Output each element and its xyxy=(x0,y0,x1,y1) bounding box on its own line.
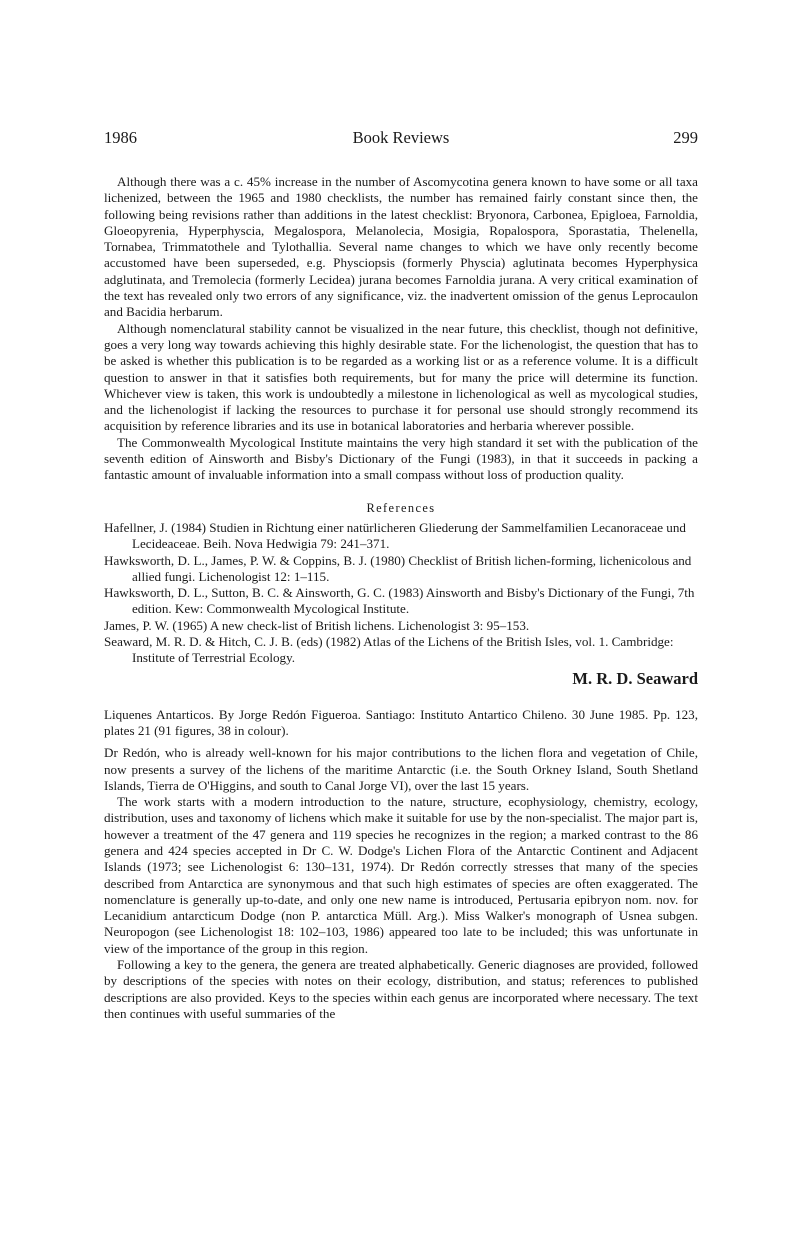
reference-item: Seaward, M. R. D. & Hitch, C. J. B. (eds) (1982) Atlas of the Lichens of the British Isles, vol. 1. Cambridge: Institute of Terrestrial Ecology. xyxy=(104,634,674,666)
running-header xyxy=(104,128,698,150)
reference-item: James, P. W. (1965) A new check-list of British lichens. Lichenologist 3: 95–153. xyxy=(104,617,530,633)
paragraph-nomenclatural-stability: Although nomenclatural stability cannot be visualized in the near future, this checklist, though not definitive, goes a very long way towards achieving this highly desirable state. For the lichenologist, the question that has to be asked is whether this publication is to be regarded as a working list or as a reference volume. It is a difficult question to answer in that it satisfies both requirements, but for many the price will determine its function. Whichever view is taken, this work is undoubtedly a milestone in lichenological as well as mycological studies, and the lichenologist if lacking the resources to purchase it for personal use should strongly recommend its acquisition by reference libraries and its use in botanical laboratories and herbaria wherever possible. xyxy=(104,320,698,434)
header-section-title: Book Reviews xyxy=(352,128,450,147)
references-heading: References xyxy=(366,500,436,515)
paragraph-cmi-standard: The Commonwealth Mycological Institute maintains the very high standard it set with the publication of the seventh edition of Ainsworth and Bisby's Dictionary of the Fungi (1983), in that it succeeds in packing a fantastic amount of invaluable information into a small compass without loss of production quality. xyxy=(104,434,698,483)
review-body xyxy=(104,174,698,1022)
book-citation: Liquenes Antarticos. By Jorge Redón Figueroa. Santiago: Instituto Antartico Chileno. 30 June 1985. Pp. 123, plates 21 (91 figures, 38 in colour). xyxy=(104,706,698,738)
paragraph-work-overview: The work starts with a modern introduction to the nature, structure, ecophysiology, chemistry, ecology, distribution, uses and taxonomy of lichens which make it suitable for use by the non-specialist. The major part is, however a treatment of the 47 genera and 119 species he recognizes in the region; a marked contrast to the 86 genera and 424 species accepted in Dr C. W. Dodge's Lichen Flora of the Antarctic Continent and Adjacent Islands (1973; see Lichenologist 6: 130–131, 1974). Dr Redón correctly stresses that many of the species described from Antarctica are synonymous and that such high estimates of species are often exaggerated. The nomenclature is generally up-to-date, and only one new name is introduced, Pertusaria epibryon nom. nov. for Lecanidium antarcticum Dodge (non P. antarctica Müll. Arg.). Miss Walker's monograph of Usnea subgen. Neuropogon (see Lichenologist 18: 102–103, 1986) appeared too late to be included; this was unfortunate in view of the importance of the group in this region. xyxy=(104,794,698,956)
reference-item: Hafellner, J. (1984) Studien in Richtung einer natürlicheren Gliederung der Sammelfamilien Lecanoraceae und Lecideaceae. Beih. Nova Hedwigia 79: 241–371. xyxy=(104,519,686,552)
second-review xyxy=(104,707,698,1023)
paragraph-checklist-revisions: Although there was a c. 45% increase in the number of Ascomycotina genera known to have some or all taxa lichenized, between the 1965 and 1980 checklists, the number has remained fairly constant since then, the following being revisions rather than additions in the latest checklist: Bryonora, Carbonea, Epigloea, Farnoldia, Gloeopyrenia, Hyperphyscia, Megalospora, Melanolecia, Mosigia, Ropalospora, Sporastatia, Thelenella, Tornabea, Trimmatothele and Tylothallia. Several name changes to which we have only recently become accustomed have been superseded, e.g. Physciopsis (formerly Physcia) aglutinata becomes Hyperphysica adglutinata, and Tremolecia (formerly Lecidea) jurana becomes Farnoldia jurana. A very critical examination of the text has revealed only two errors of any significance, viz. the inadvertent omission of the genus Leprocaulon and Bacidia herbarum. xyxy=(104,174,698,320)
reference-item: Hawksworth, D. L., James, P. W. & Coppins, B. J. (1980) Checklist of British lichen-forming, lichenicolous and allied fungi. Lichenologist 12: 1–115. xyxy=(104,552,692,584)
reference-item: Hawksworth, D. L., Sutton, B. C. & Ainsworth, G. C. (1983) Ainsworth and Bisby's Dictionary of the Fungi, 7th edition. Kew: Commonwealth Mycological Institute. xyxy=(104,585,695,617)
reviewer-signature: M. R. D. Seaward xyxy=(572,668,698,688)
header-page-number: 299 xyxy=(673,128,698,147)
header-year: 1986 xyxy=(104,128,137,147)
paragraph-generic-treatment: Following a key to the genera, the genera are treated alphabetically. Generic diagnoses are provided, followed by descriptions of the species with notes on their ecology, distribution, and status; references to published descriptions are also provided. Keys to the species within each genus are incorporated where necessary. The text then continues with useful summaries of the xyxy=(104,957,698,1021)
reference-list xyxy=(104,520,698,667)
paragraph-redon-intro: Dr Redón, who is already well-known for his major contributions to the lichen flora and vegetation of Chile, now presents a survey of the lichens of the maritime Antarctic (i.e. the South Orkney Island, South Shetland Islands, Tierra de O'Higgins, and south to Canal Jorge VI), over the last 15 years. xyxy=(104,745,698,793)
